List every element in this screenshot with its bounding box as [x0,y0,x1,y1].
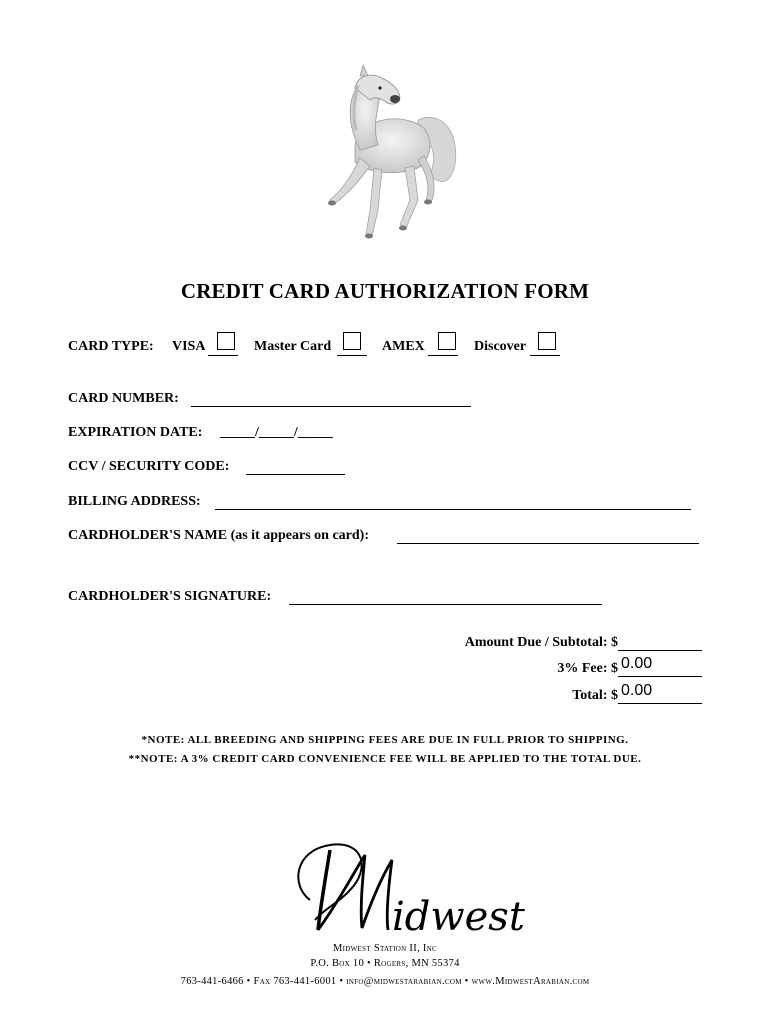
signature-field[interactable] [289,604,602,605]
fee-label: 3% Fee: $ [557,661,618,676]
total-value: 0.00 [621,682,653,699]
discover-underline [530,355,560,356]
card-number-label: CARD NUMBER: [68,391,179,406]
billing-address-field[interactable] [215,509,691,510]
mastercard-underline [337,355,367,356]
note-fee: **NOTE: A 3% CREDIT CARD CONVENIENCE FEE WILL BE APPLIED TO THE TOTAL DUE. [128,753,642,765]
company-name: Midwest Station II, Inc [333,943,437,954]
ccv-field[interactable] [246,474,345,475]
signature-label: CARDHOLDER'S SIGNATURE: [68,589,272,604]
discover-checkbox[interactable] [538,332,556,350]
total-label: Total: $ [572,688,618,703]
fee-field[interactable] [618,676,702,677]
expiration-label: EXPIRATION DATE: [68,425,203,440]
amex-label: AMEX [382,339,425,354]
expiration-field[interactable]: _____/_____/_____ [220,425,333,440]
cardholder-name-label: CARDHOLDER'S NAME (as it appears on card): [68,528,369,543]
total-field[interactable] [618,703,702,704]
card-type-label: CARD TYPE: [68,339,154,354]
horse-illustration [300,50,465,260]
visa-underline [208,355,238,356]
company-contact: 763-441-6466 • Fax 763-441-6001 • info@midwestarabian.com • www.MidwestArabian.com [180,976,590,987]
mastercard-label: Master Card [254,339,332,354]
visa-checkbox[interactable] [217,332,235,350]
fee-value: 0.00 [621,655,653,672]
visa-label: VISA [172,339,206,354]
subtotal-label: Amount Due / Subtotal: $ [464,635,618,650]
amex-checkbox[interactable] [438,332,456,350]
form-title: CREDIT CARD AUTHORIZATION FORM [180,279,590,303]
subtotal-field[interactable] [618,650,702,651]
note-shipping: *NOTE: ALL BREEDING AND SHIPPING FEES ARE DUE IN FULL PRIOR TO SHIPPING. [141,734,629,746]
ccv-label: CCV / SECURITY CODE: [68,459,230,474]
midwest-script-logo [270,830,525,945]
discover-label: Discover [474,339,527,354]
mastercard-checkbox[interactable] [343,332,361,350]
amex-underline [428,355,458,356]
card-number-field[interactable] [191,406,471,407]
svg-text:idwest: idwest [392,894,525,940]
billing-address-label: BILLING ADDRESS: [68,494,201,509]
cardholder-name-field[interactable] [397,543,699,544]
company-address: P.O. Box 10 • Rogers, MN 55374 [310,958,460,969]
